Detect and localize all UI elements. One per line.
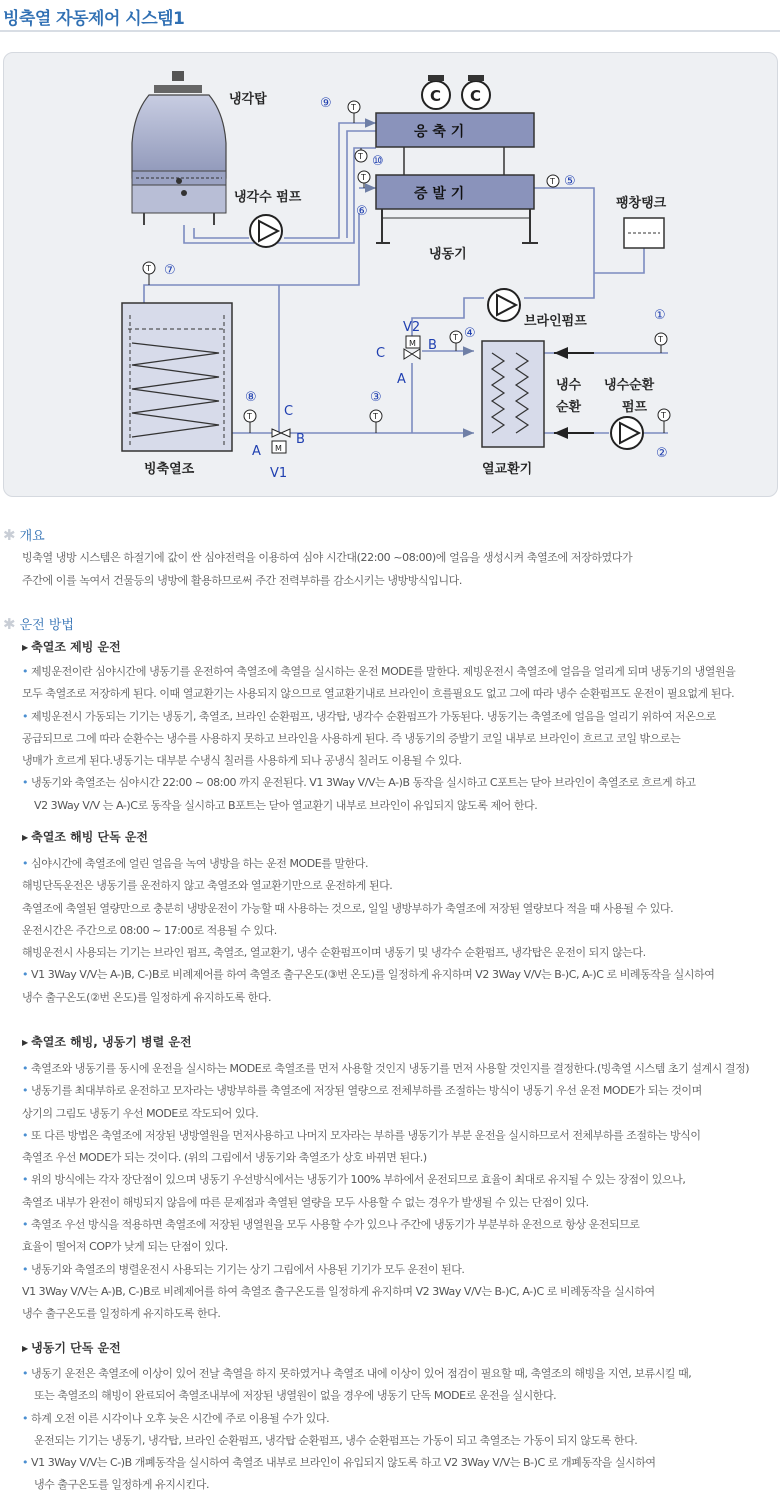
bullet-icon: •	[22, 968, 29, 982]
svg-text:T: T	[358, 152, 363, 161]
svg-text:T: T	[373, 412, 378, 421]
bullet-icon: •	[22, 1128, 29, 1142]
cooling-pump-icon	[250, 215, 282, 247]
temp-sensor-1	[655, 333, 667, 353]
text-line: • 냉동기와 축열조의 병렬운전시 사용되는 기기는 상기 그림에서 사용된 기기가 모두 운전이 된다.	[22, 1262, 465, 1276]
text-line: 냉수 출구온도를 일정하게 유지시킨다.	[34, 1478, 210, 1492]
section-title: ▶ 축열조 제빙 운전	[22, 640, 121, 654]
text-line: 상기의 그림도 냉동기 우선 MODE로 작도되어 있다.	[22, 1106, 259, 1120]
bullet-icon: •	[22, 1367, 29, 1380]
bullet-icon: •	[22, 665, 29, 678]
chilled-circ-label-2: 순환	[556, 400, 582, 415]
valve-v1-m: M	[275, 444, 282, 453]
triangle-bullet-icon: ▶	[22, 1038, 29, 1047]
text-line: 냉수 출구온도(②번 온도)를 일정하게 유지하도록 한다.	[22, 990, 272, 1004]
text-line: 효율이 떨어져 COP가 낮게 되는 단점이 있다.	[22, 1240, 228, 1254]
bullet-icon: •	[22, 1218, 29, 1232]
point-9: ⑨	[320, 96, 332, 111]
heat-exchanger-label: 열교환기	[482, 462, 533, 477]
heat-exchanger	[482, 341, 544, 447]
text-line: • 제빙운전이란 심야시간에 냉동기를 운전하여 축열조에 축열을 실시하는 운전 MODE를 말한다. 제빙운전시 축열조에 얼음을 얼리게 되며 냉동기의 냉열원을	[22, 665, 736, 678]
point-3: ③	[370, 390, 382, 405]
title-divider	[0, 30, 780, 32]
valve-v1-port-c: C	[284, 404, 294, 419]
text-line: 냉수 출구온도를 일정하게 유지하도록 한다.	[22, 1307, 221, 1321]
temp-sensor-8	[244, 410, 256, 433]
condenser-label: 응 축 기	[414, 124, 465, 140]
overview-body: 빙축열 냉방 시스템은 하절기에 값이 싼 심야전력을 이용하여 심야 시간대(22:00 ~08:00)에 얼음을 생성시켜 축열조에 저장하였다가 주간에 이를 녹여서 건물등의 냉방에 활용하므로써 주간 전력부하를 감소시키는 냉방방식입니다.	[22, 551, 633, 587]
temp-sensor-5	[547, 175, 559, 187]
triangle-bullet-icon: ▶	[22, 1344, 29, 1353]
text-line: • 축열조 우선 방식을 적용하면 축열조에 저장된 냉열원을 모두 사용할 수가 있으나 주간에 냉동기가 부분부하 운전으로 항상 운전되므로	[22, 1218, 640, 1232]
section-title: ▶ 냉동기 단독 운전	[22, 1341, 121, 1355]
svg-text:T: T	[661, 411, 666, 420]
temp-sensor-9	[348, 101, 360, 123]
section-body	[22, 661, 735, 817]
point-5: ⑤	[564, 174, 576, 189]
text-line: V1 3Way V/V는 A-)B, C-)B로 비례제어를 하여 축열조 출구온도를 일정하게 유지하며 V2 3Way V/V는 B-)C, A-)C 로 비례동작을 실시하여	[22, 1284, 655, 1298]
text-line: • 냉동기 운전은 축열조에 이상이 있어 전날 축열을 하지 못하였거나 축열조 내에 이상이 있어 점검이 필요할 때, 축열조의 해빙을 지연, 보류시킬 때,	[22, 1367, 692, 1380]
svg-text:T: T	[146, 264, 151, 273]
section-title: ▶ 축열조 해빙 단독 운전	[22, 830, 149, 844]
star-icon: ✱	[3, 615, 16, 633]
valve-v1-port-a: A	[252, 444, 261, 459]
text-line: • 또 다른 방법은 축열조에 저장된 냉방열원을 먼저사용하고 나머지 모자라는 부하를 냉동기가 부분 운전을 실시하므로서 전체부하를 조절하는 방식이	[22, 1128, 701, 1142]
chilled-pump-label-2: 펌프	[622, 400, 648, 415]
evaporator-label: 증 발 기	[414, 186, 465, 202]
temp-sensor-2	[658, 409, 670, 433]
temp-sensor-6	[358, 171, 370, 188]
valve-v2-port-c: C	[376, 346, 386, 361]
valve-v2-m: M	[409, 339, 416, 348]
valve-v1-label: V1	[270, 466, 288, 481]
compressor-c1: C	[430, 87, 442, 105]
point-10: ⑩	[372, 154, 384, 169]
point-2: ②	[656, 446, 668, 461]
star-icon: ✱	[3, 526, 16, 544]
bullet-icon: •	[22, 709, 29, 723]
text-line: • 심야시간에 축열조에 얼린 얼음을 녹여 냉방을 하는 운전 MODE를 말한다.	[22, 857, 369, 870]
text-line: • 냉동기를 최대부하로 운전하고 모자라는 냉방부하를 축열조에 저장된 열량으로 전체부하를 조절하는 방식이 냉동기 우선 운전 MODE가 되는 것이며	[22, 1084, 702, 1098]
svg-text:T: T	[550, 177, 555, 186]
point-4: ④	[464, 326, 476, 341]
ice-tank	[122, 303, 232, 451]
valve-v1-port-b: B	[296, 432, 305, 447]
text-line: • 제빙운전시 가동되는 기기는 냉동기, 축열조, 브라인 순환펌프, 냉각탑, 냉각수 순환펌프가 가동된다. 냉동기는 축열조에 얼음을 얼리기 위하여 저온으로	[22, 709, 716, 723]
section-body	[22, 853, 714, 1009]
text-line: 운전되는 기기는 냉동기, 냉각탑, 브라인 순환펌프, 냉각탑 순환펌프, 냉수 순환펌프는 가동이 되고 축열조는 가동이 되지 않도록 한다.	[34, 1433, 638, 1447]
section-title: ▶ 축열조 해빙, 냉동기 병렬 운전	[22, 1035, 192, 1049]
chilled-pump-icon	[611, 417, 643, 449]
bullet-icon: •	[22, 1262, 29, 1276]
valve-v2-port-b: B	[428, 338, 437, 353]
valve-v2-label: V2	[403, 320, 421, 335]
overview-heading: ✱ 개요	[3, 526, 45, 544]
bullet-icon: •	[22, 1084, 29, 1098]
cooling-tower	[132, 71, 226, 225]
text-line: 축열조 우선 MODE가 되는 것이다. (위의 그림에서 냉동기와 축열조가 상호 바뀌면 된다.)	[22, 1151, 427, 1165]
brine-pump-label: 브라인펌프	[524, 314, 587, 329]
svg-text:T: T	[247, 412, 252, 421]
svg-text:T: T	[351, 103, 356, 112]
svg-text:T: T	[658, 335, 663, 344]
point-1: ①	[654, 308, 666, 323]
text-line: 축열조에 축열된 열량만으로 충분히 냉방운전이 가능할 때 사용하는 것으로, 일일 냉방부하가 축열조에 저장된 열량보다 적을 때 사용될 수 있다.	[22, 901, 674, 915]
bullet-icon: •	[22, 1411, 29, 1425]
bullet-icon: •	[22, 1062, 29, 1075]
text-line: • 위의 방식에는 각자 장단점이 있으며 냉동기 우선방식에서는 냉동기가 100% 부하에서 운전되므로 효율이 최대로 유지될 수 있는 장점이 있으나,	[22, 1173, 686, 1187]
bullet-icon: •	[22, 857, 29, 870]
temp-sensor-7	[143, 262, 155, 285]
text-line: • V1 3Way V/V는 A-)B, C-)B로 비례제어를 하여 축열조 출구온도(③번 온도)를 일정하게 유지하며 V2 3Way V/V는 B-)C, A-)C 로 비례동작을 실시하여	[22, 968, 715, 982]
chilled-circ-label-1: 냉수	[556, 378, 582, 393]
text-line: • 냉동기와 축열조는 심야시간 22:00 ~ 08:00 까지 운전된다. V1 3Way V/V는 A-)B 동작을 실시하고 C포트는 닫아 브라인이 축열조로 흐르게 하고	[22, 776, 696, 790]
svg-text:T: T	[361, 173, 366, 182]
chilled-pump-label-1: 냉수순환	[604, 378, 655, 393]
text-line: 또는 축열조의 해빙이 완료되어 축열조내부에 저장된 냉열원이 없을 경우에 냉동기 단독 MODE로 운전을 실시한다.	[34, 1389, 557, 1403]
text-line: • 축열조와 냉동기를 동시에 운전을 실시하는 MODE로 축열조를 먼저 사용할 것인지 냉동기를 먼저 사용할 것인지를 결정한다.(빙축열 시스템 초기 설계시 결정)	[22, 1062, 750, 1075]
text-line: 공급되므로 그에 따라 순환수는 냉수를 사용하지 못하고 브라인을 사용하게 된다. 즉 냉동기의 증발기 코일 내부로 브라인이 흐르고 코일 밖으로는	[22, 731, 681, 745]
system-diagram	[3, 52, 778, 497]
brine-pump-icon	[488, 289, 520, 321]
operation-heading: ✱ 운전 방법	[3, 615, 74, 633]
page-title: 빙축열 자동제어 시스템1	[3, 9, 185, 29]
text-line: 축열조 내부가 완전이 해빙되지 않음에 따른 문제점과 축열된 열량을 모두 사용할 수 없는 경우가 발생될 수 있는 단점이 있다.	[22, 1195, 589, 1209]
text-line: 모두 축열조로 저장하게 된다. 이때 열교환기는 사용되지 않으므로 열교환기내로 브라인이 흐를필요도 없고 그에 따라 냉수 순환펌프도 운전이 필요없게 된다.	[22, 687, 735, 701]
point-8: ⑧	[245, 390, 257, 405]
chiller-label: 냉동기	[429, 247, 467, 262]
text-line: 해빙단독운전은 냉동기를 운전하지 않고 축열조와 열교환기만으로 운전하게 된다.	[22, 879, 393, 893]
bullet-icon: •	[22, 776, 29, 790]
text-line: • V1 3Way V/V는 C-)B 개폐동작을 실시하여 축열조 내부로 브라인이 유입되지 않도록 하고 V2 3Way V/V는 B-)C 로 개폐동작을 실시하여	[22, 1456, 656, 1470]
cooling-tower-label: 냉각탑	[229, 92, 267, 107]
svg-text:T: T	[453, 333, 458, 342]
triangle-bullet-icon: ▶	[22, 833, 29, 842]
text-line: • 하계 오전 이른 시각이나 오후 늦은 시간에 주로 이용될 수가 있다.	[22, 1411, 330, 1425]
section-body	[22, 1363, 691, 1497]
text-line: 해빙운전시 사용되는 기기는 브라인 펌프, 축열조, 열교환기, 냉수 순환펌프이며 냉동기 및 냉각수 순환펌프, 냉각탑은 운전이 되지 않는다.	[22, 946, 646, 960]
section-body	[22, 1058, 749, 1326]
expansion-tank-label: 팽창탱크	[616, 196, 667, 211]
triangle-bullet-icon: ▶	[22, 643, 29, 652]
temp-sensor-3	[370, 410, 382, 433]
text-line: 운전시간은 주간으로 08:00 ~ 17:00로 적용될 수 있다.	[22, 923, 277, 937]
cooling-pump-label: 냉각수 펌프	[234, 190, 302, 205]
valve-v2-port-a: A	[397, 372, 406, 387]
text-line: 냉매가 흐르게 된다.냉동기는 대부분 수냉식 칠러를 사용하게 되나 공냉식 칠러도 이용될 수 있다.	[22, 754, 462, 768]
temp-sensor-4	[450, 331, 462, 351]
temp-sensor-10	[355, 148, 367, 162]
text-line: V2 3Way V/V 는 A-)C로 동작을 실시하고 B포트는 닫아 열교환기 내부로 브라인이 유입되지 않도록 제어 한다.	[34, 798, 538, 812]
ice-tank-label: 빙축열조	[144, 462, 195, 477]
point-6: ⑥	[356, 204, 368, 219]
compressor-c2: C	[470, 87, 482, 105]
bullet-icon: •	[22, 1456, 29, 1470]
point-7: ⑦	[164, 263, 176, 278]
bullet-icon: •	[22, 1173, 29, 1187]
